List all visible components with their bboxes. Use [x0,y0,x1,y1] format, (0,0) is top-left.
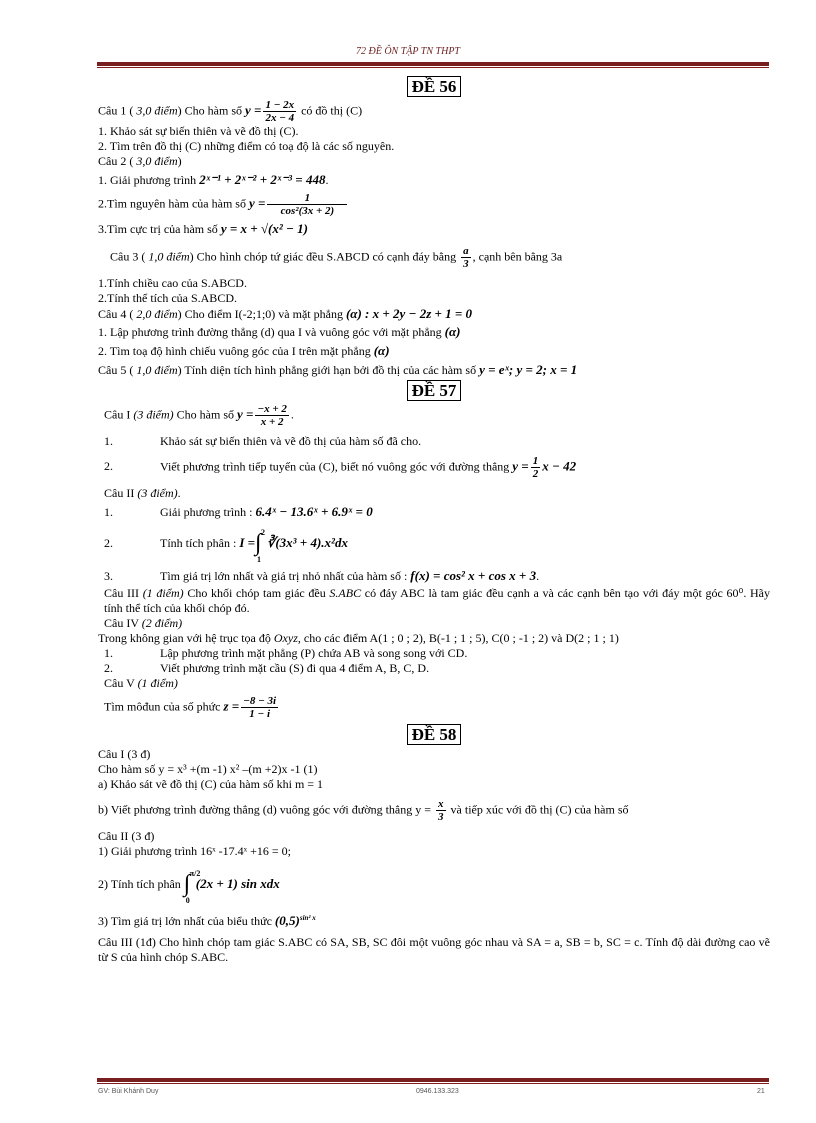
math-fraction: $\frac{x}{3}$ [438,798,444,823]
de56-cau1-2: 2. Tìm trên đồ thị (C) những điểm có toạ độ là các số nguyên. [98,139,395,153]
de56-cau3-1: 1.Tính chiều cao của S.ABCD. [98,276,247,290]
de56-cau2-1: 1. Giải phương trình 2ˣ⁻¹ + 2ˣ⁻² + 2ˣ⁻³ = 448. [98,172,329,187]
de57-cau2-1: 1. Giải phương trình : 6.4ˣ − 13.6ˣ + 6.9ˣ = 0 [104,504,373,519]
de56-cau2-3: 3.Tìm cực trị của hàm số y = x + √(x² − 1) [98,221,308,236]
de56-heading [98,76,770,97]
de58-cau2-3: 3) Tìm giá trị lớn nhất của biểu thức $(0,5)^{sin^2 x}$ [98,913,316,928]
de56-cau2: Câu 2 ( 3,0 điểm) [98,154,182,168]
de58-heading [98,724,770,745]
footer-rule-thin [97,1083,769,1084]
de57-cau4-2: 2. Viết phương trình mặt cầu (S) đi qua 4 điểm A, B, C, D. [104,661,430,675]
de56-cau4: Câu 4 ( 2,0 điểm) Cho điểm I(-2;1;0) và mặt phẳng (α) : x + 2y − 2z + 1 = 0 [98,306,473,321]
math-expression: 2ˣ⁻¹ + 2ˣ⁻² + 2ˣ⁻³ = 448 [199,172,326,187]
integral-sign: ∫ π/2 0 [183,869,201,905]
de57-cau1-1: 1. Khảo sát sự biến thiên và vẽ đồ thị của hàm số đã cho. [104,434,422,448]
math-fraction: $\frac{-x + 2}{x + 2}$ [257,403,287,428]
de57-cau1-2: 2. Viết phương trình tiếp tuyến của (C), biết nó vuông góc với đường thẳng y = $\frac{1}{2}$ x − 42 [104,455,577,480]
math-fraction: $\frac{1}{2}$ [532,455,539,480]
integral-sign: ∫ 2 1 [255,528,266,564]
math-expression: 6.4ˣ − 13.6ˣ + 6.9ˣ = 0 [255,504,373,519]
de56-title: ĐỀ 56 [407,76,462,97]
de57-cau3: Câu III (1 điểm) Cho khối chóp tam giác đều S.ABC có đáy ABC là tam giác đều cạnh a và các cạnh bên tạo với đáy một góc 60⁰. Hãy tính thể tích của khối chóp đó. [104,586,770,615]
de56-cau5: Câu 5 ( 1,0 điểm) Tính diện tích hình phẳng giới hạn bởi đồ thị của các hàm số y = eˣ; y = 2; x = 1 [98,362,578,377]
de58-cau1-a: a) Khảo sát vẽ đồ thị (C) của hàm số khi m = 1 [98,777,324,791]
math-expression: y = eˣ; y = 2; x = 1 [479,362,578,377]
footer-phone: 0946.133.323 [416,1088,459,1095]
de57-heading [98,380,770,401]
de56-cau1: Câu 1 ( 3,0 điểm) Cho hàm số y = $\frac{1 - 2x}{2x - 4}$ có đồ thị (C) [98,99,363,124]
de58-cau3: Câu III (1đ) Cho hình chóp tam giác S.ABC có SA, SB, SC đôi một vuông góc nhau và SA = a, SB = b, SC = c. Tính độ dài đường cao vẽ từ S của hình chóp S.ABC. [98,935,770,964]
math-fraction: $\frac{1 - 2x}{2x - 4}$ [265,99,295,124]
de56-cau2-2: 2.Tìm nguyên hàm của hàm số y = $\frac{1}{\text{cos²(3x + 2)}}$ [98,192,770,217]
de56-cau4-2: 2. Tìm toạ độ hình chiếu vuông góc của I trên mặt phẳng (α) [98,343,390,358]
math-expression: (2x + 1) sin xdx [195,875,280,891]
de58-cau1: Câu I (3 đ) [98,747,151,761]
de57-cau5: Câu V (1 điểm) [104,676,178,690]
math-expression: (0,5) [274,913,300,928]
de57-cau4: Câu IV (2 điểm) [104,616,183,630]
de58-cau1-b: b) Viết phương trình đường thẳng (d) vuông góc với đường thẳng y = $\frac{x}{3}$ và tiếp xúc với đồ thị (C) của hàm số [98,798,629,823]
footer-rule [97,1078,769,1082]
math-fraction: $\frac{a}{3}$ [463,245,469,270]
de57-cau2-3: 3. Tìm giá trị lớn nhất và giá trị nhỏ nhất của hàm số : f(x) = cos² x + cos x + 3. [104,568,540,583]
header-rule [97,62,769,66]
de57-cau4-1: 1. Lập phương trình mặt phẳng (P) chứa AB và song song với CD. [104,646,468,660]
footer-author: GV: Bùi Khánh Duy [98,1088,159,1095]
de57-cau2: Câu II (3 điểm). [104,486,181,500]
de57-cau1: Câu I (3 điểm) Cho hàm số y = $\frac{-x + 2}{x + 2}$ . [104,403,294,428]
math-expression: f(x) = cos² x + cos x + 3 [410,568,537,583]
page-content [98,74,770,965]
de57-cau2-2: 2. Tính tích phân : I = ∫ 2 1 ∛(3x³ + 4).x²dx [104,528,348,564]
math-expression: (α) : x + 2y − 2z + 1 = 0 [345,306,473,321]
de58-cau2-2: 2) Tính tích phân ∫ π/2 0 (2x + 1) sin xdx [98,869,280,905]
math-fraction: $\frac{-8 - 3i}{1 - i}$ [243,695,277,720]
de56-cau3: Câu 3 ( 1,0 điểm) Cho hình chóp tứ giác đều S.ABCD có cạnh đáy bằng $\frac{a}{3}$ , cạnh bên bằng 3a [110,245,563,270]
de58-cau1-fn: Cho hàm số y = x³ +(m -1) x² –(m +2)x -1 (1) [98,762,318,776]
de58-title: ĐỀ 58 [407,724,462,745]
math-fraction: $\frac{1}{\text{cos²(3x + 2)}}$ [267,192,347,217]
header-title: 72 ĐỀ ÔN TẬP TN THPT [355,46,460,57]
header-rule-thin [97,67,769,68]
de56-cau3-2: 2.Tính thể tích của S.ABCD. [98,291,237,305]
de56-cau4-1: 1. Lập phương trình đường thẳng (d) qua I và vuông góc với mặt phẳng (α) [98,324,461,339]
de57-cau5-text: Tìm môđun của số phức z = $\frac{-8 - 3i}{1 - i}$ [104,695,277,720]
math-y: y = [245,102,262,118]
de57-title: ĐỀ 57 [407,380,462,401]
de58-cau2-1: 1) Giải phương trình 16ˣ -17.4ˣ +16 = 0; [98,844,291,858]
de57-cau4-intro: Trong không gian với hệ trục tọa độ Oxyz, cho các điểm A(1 ; 0 ; 2), B(-1 ; 1 ; 5), C(0 ; -1 ; 2) và D(2 ; 1 ; 1) [98,631,619,645]
footer-page-number: 21 [757,1088,765,1095]
de58-cau2: Câu II (3 đ) [98,829,155,843]
math-expression: y = x + √(x² − 1) [220,221,308,236]
math-expression: ∛(3x³ + 4).x²dx [267,534,348,550]
de56-cau1-1: 1. Khảo sát sự biến thiên và vẽ đồ thị (C). [98,124,299,138]
